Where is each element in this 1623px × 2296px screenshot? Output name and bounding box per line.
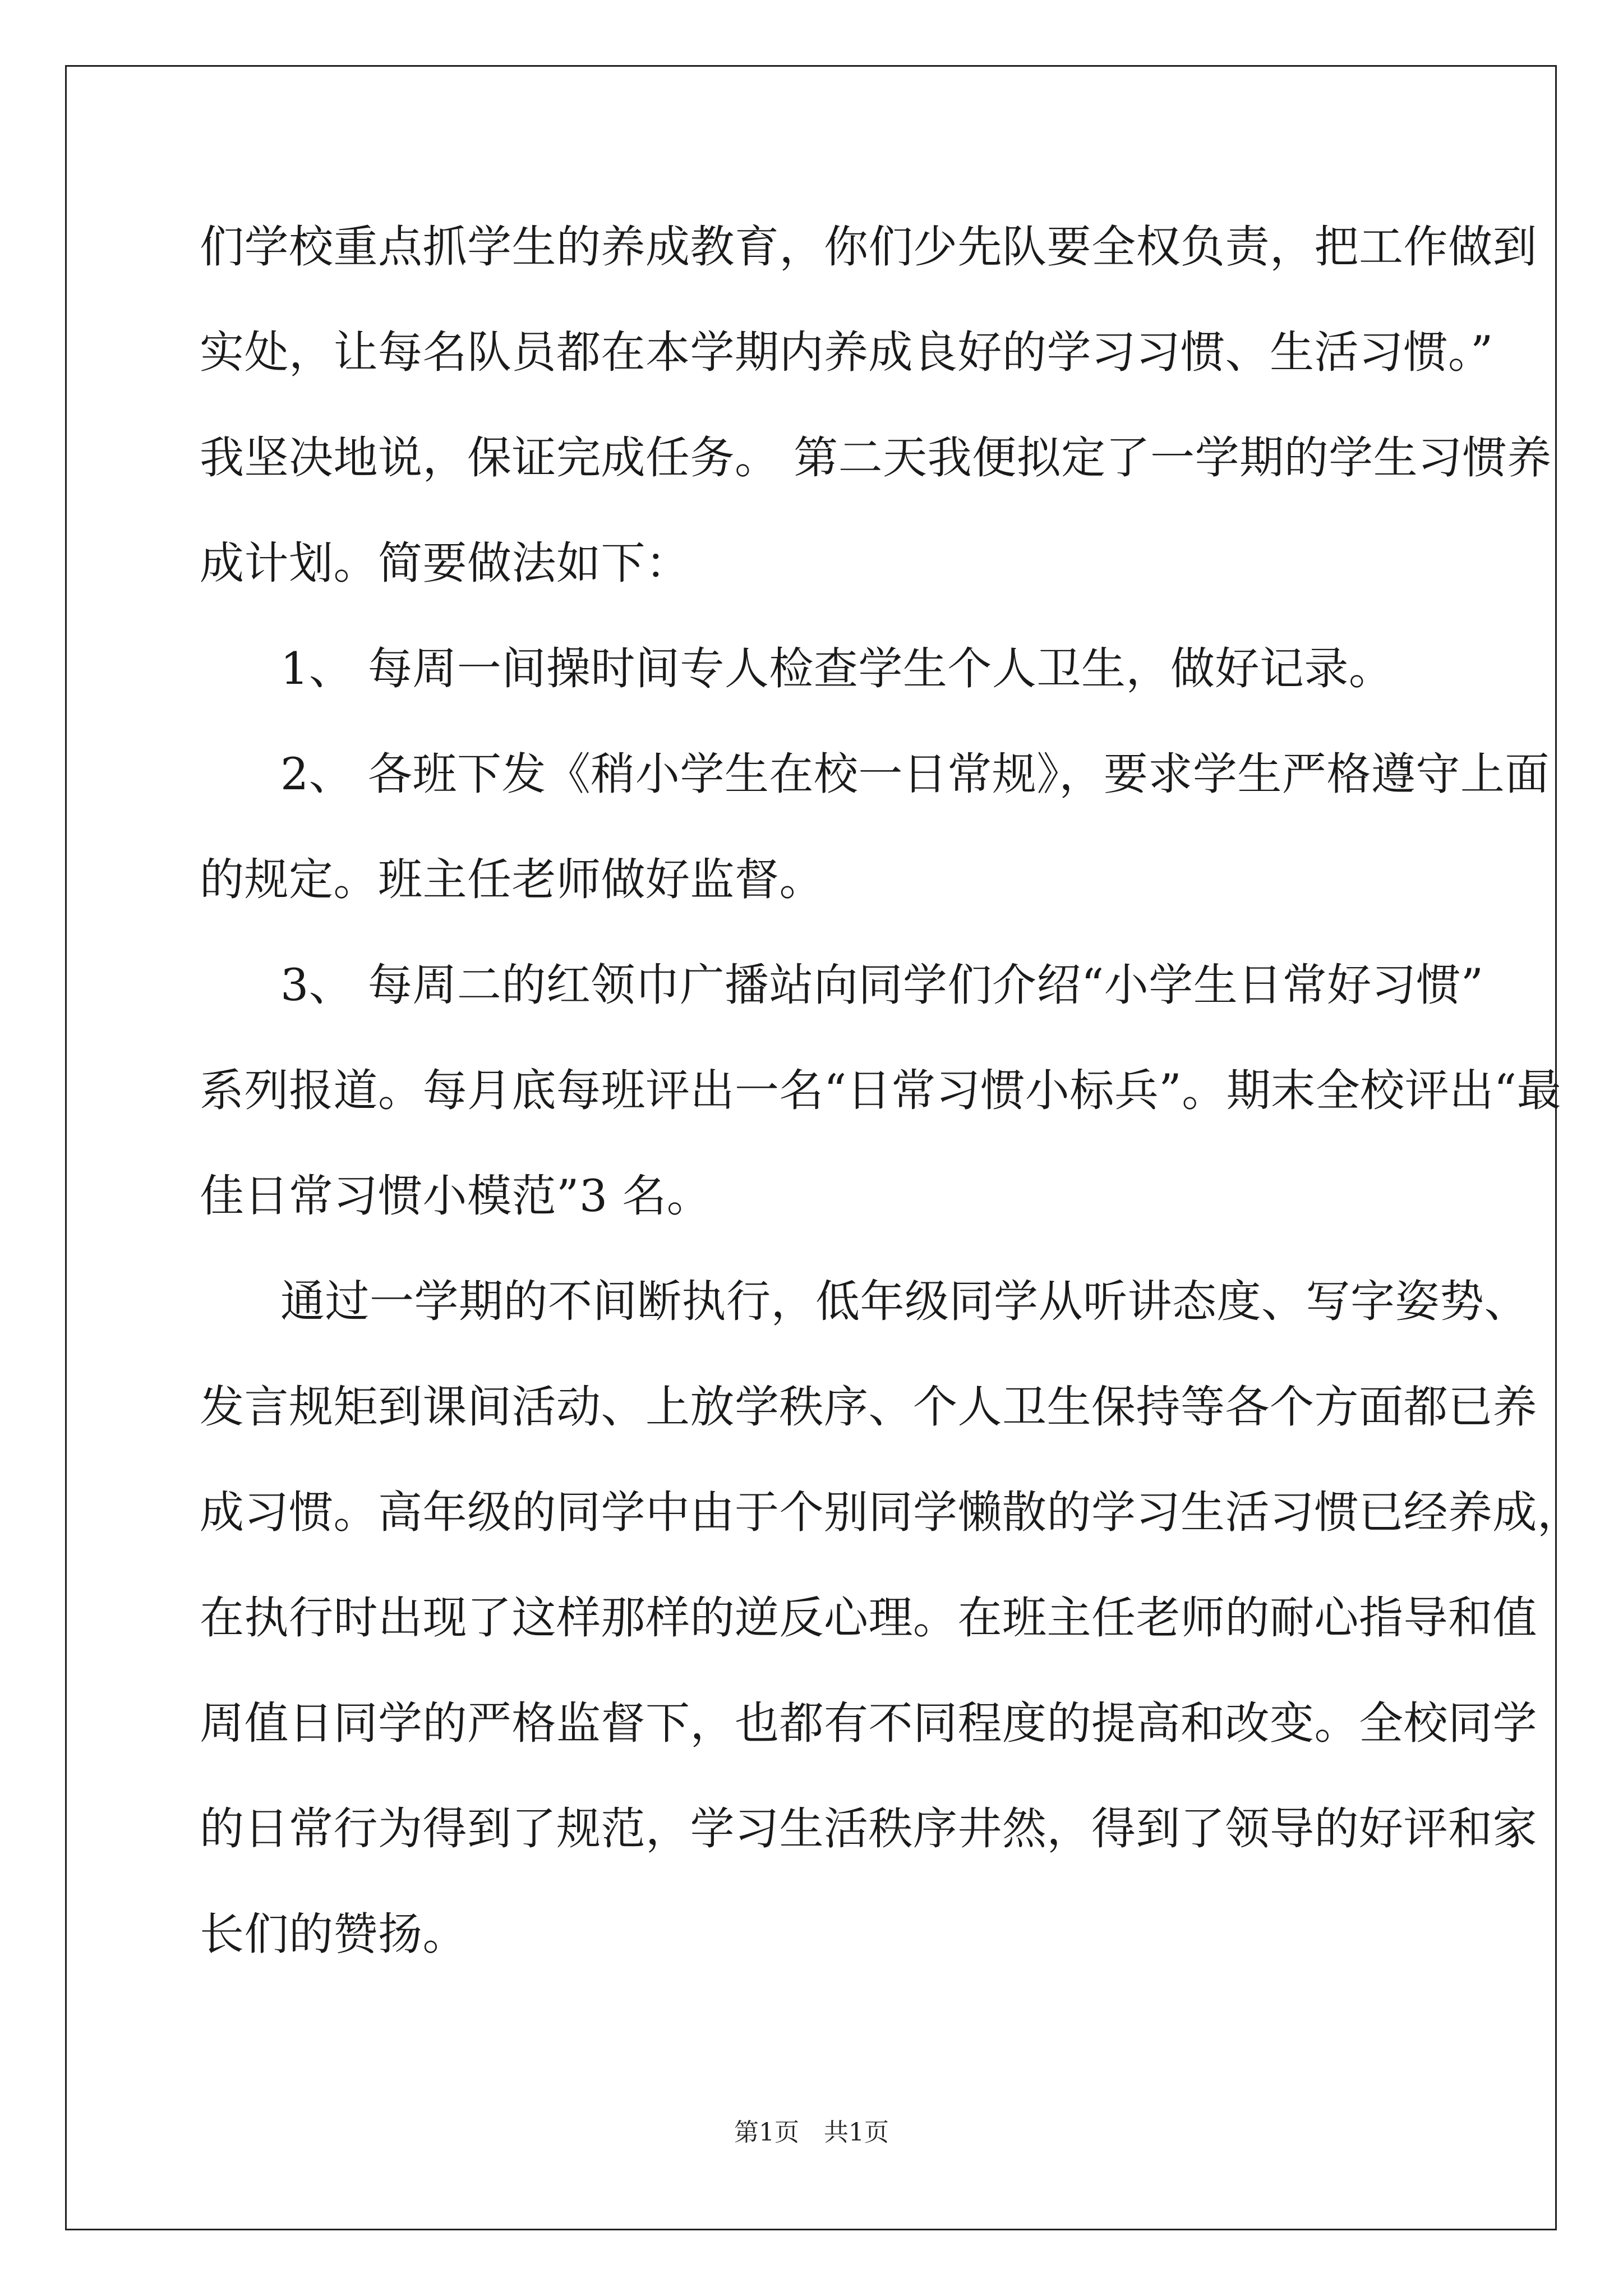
text-line: 在执行时出现了这样那样的逆反心理。在班主任老师的耐心指导和值 — [200, 1592, 1537, 1644]
text-line: 周值日同学的严格监督下，也都有不同程度的提高和改变。全校同学 — [200, 1697, 1537, 1749]
text-line: 实处，让每名队员都在本学期内养成良好的学习习惯、生活习惯。” — [200, 326, 1493, 378]
paragraph-start: 通过一学期的不间断执行，低年级同学从听讲态度、写字姿势、 — [280, 1276, 1529, 1327]
text-line: 长们的赞扬。 — [200, 1908, 467, 1960]
list-item-3: 3、 每周二的红领巾广播站向同学们介绍“小学生日常好习惯” — [280, 959, 1484, 1011]
text-line: 系列报道。每月底每班评出一名“日常习惯小标兵”。期末全校评出“最 — [200, 1065, 1562, 1116]
text-line: 成习惯。高年级的同学中由于个别同学懒散的学习生活习惯已经养成， — [200, 1487, 1582, 1538]
text-line: 佳日常习惯小模范”3 名。 — [200, 1170, 712, 1222]
text-line: 我坚决地说，保证完成任务。 第二天我便拟定了一学期的学生习惯养 — [200, 432, 1552, 484]
list-item-1: 1、 每周一间操时间专人检查学生个人卫生，做好记录。 — [280, 643, 1394, 694]
page-number: 第1页 共1页 — [734, 2118, 889, 2147]
text-line: 发言规矩到课间活动、上放学秩序、个人卫生保持等各个方面都已养 — [200, 1381, 1537, 1433]
text-line: 们学校重点抓学生的养成教育，你们少先队要全权负责，把工作做到 — [200, 221, 1537, 273]
text-line: 的日常行为得到了规范，学习生活秩序井然，得到了领导的好评和家 — [200, 1803, 1537, 1855]
list-item-2: 2、 各班下发《稍小学生在校一日常规》，要求学生严格遵守上面 — [280, 748, 1550, 800]
text-line: 成计划。简要做法如下： — [200, 537, 690, 589]
text-line: 的规定。班主任老师做好监督。 — [200, 854, 824, 905]
